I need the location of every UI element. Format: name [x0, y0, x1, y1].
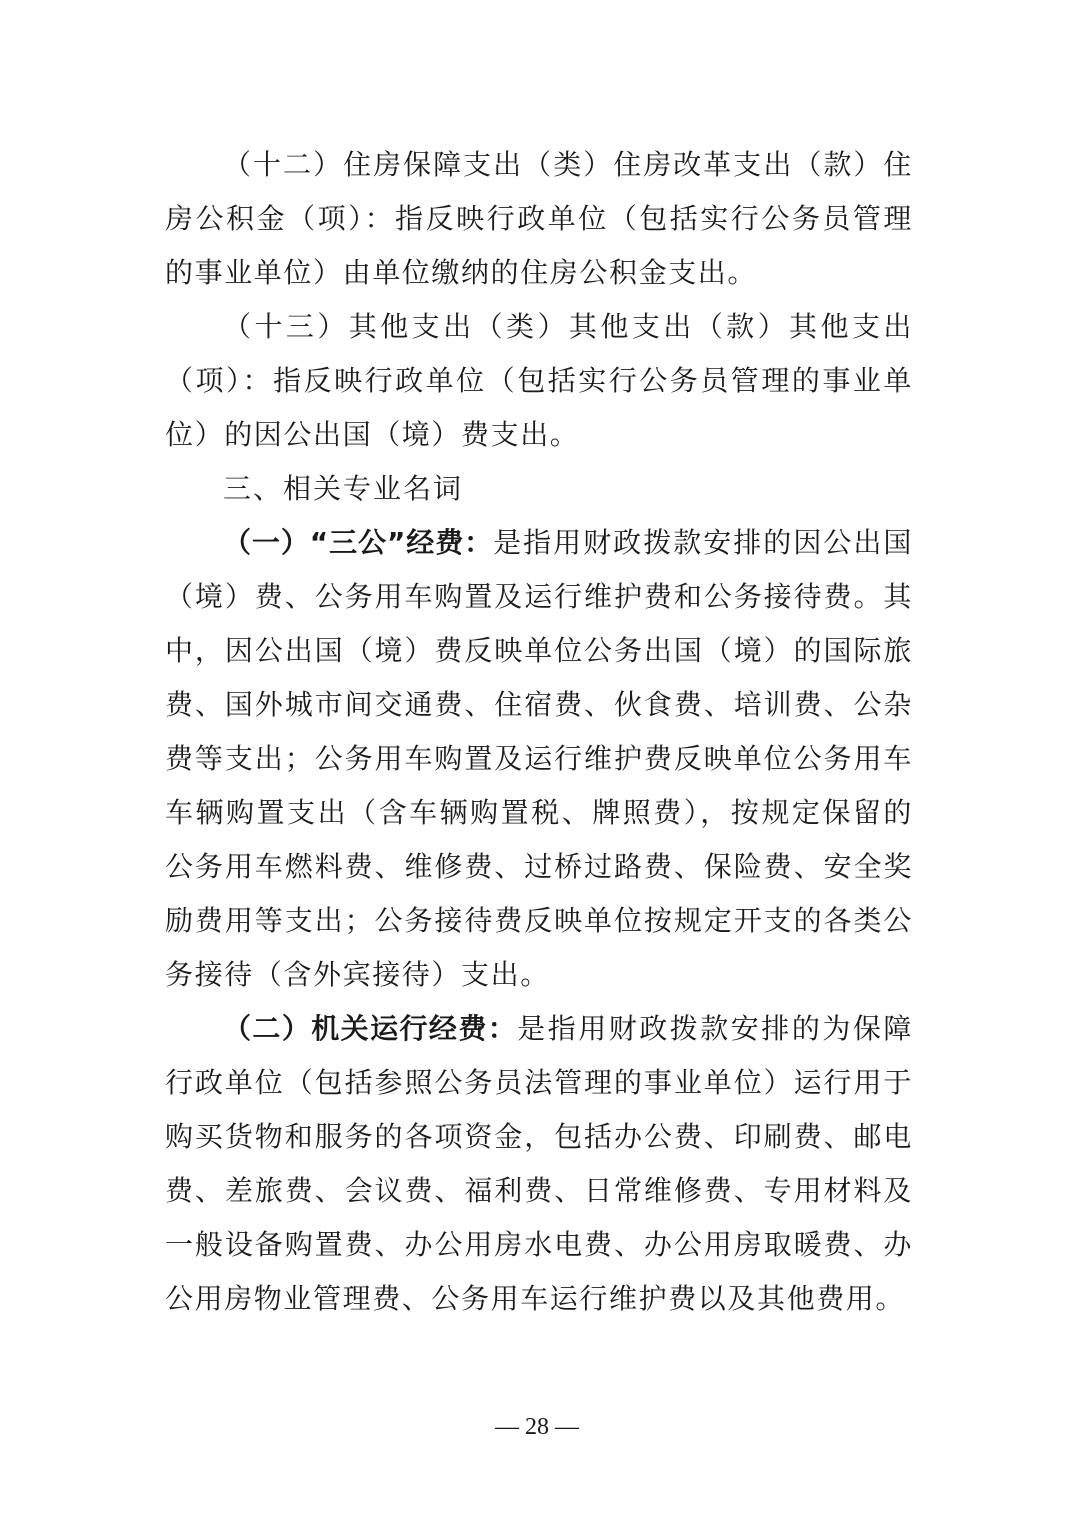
- section-heading-text: 三、相关专业名词: [223, 472, 464, 505]
- paragraph-three-public-expenses: [165, 516, 913, 1002]
- term-label: （一）“三公”经费：: [223, 526, 494, 559]
- page-number: — 28 —: [495, 1414, 579, 1440]
- document-body: [165, 138, 913, 1326]
- paragraph-text: （十二）住房保障支出（类）住房改革支出（款）住房公积金（项）：指反映行政单位（包括实行公务员管理的事业单位）由单位缴纳的住房公积金支出。: [165, 148, 913, 289]
- term-label: （二）机关运行经费：: [223, 1012, 518, 1045]
- paragraph-text: 是指用财政拨款安排的因公出国（境）费、公务用车购置及运行维护费和公务接待费。其中，因公出国（境）费反映单位公务出国（境）的国际旅费、国外城市间交通费、住宿费、伙食费、培训费、公杂费等支出；公务用车购置及运行维护费反映单位公务用车车辆购置支出（含车辆购置税、牌照费），按规定保留的公务用车燃料费、维修费、过桥过路费、保险费、安全奖励费用等支出；公务接待费反映单位按规定开支的各类公务接待（含外宾接待）支出。: [165, 526, 913, 991]
- paragraph-other-expenditure: [165, 300, 913, 462]
- paragraph-housing-fund: [165, 138, 913, 300]
- paragraph-text: （十三）其他支出（类）其他支出（款）其他支出（项）：指反映行政单位（包括实行公务员管理的事业单位）的因公出国（境）费支出。: [165, 310, 913, 451]
- paragraph-operating-expenses: [165, 1002, 913, 1326]
- section-heading: [165, 462, 913, 516]
- paragraph-text: 是指用财政拨款安排的为保障行政单位（包括参照公务员法管理的事业单位）运行用于购买货物和服务的各项资金，包括办公费、印刷费、邮电费、差旅费、会议费、福利费、日常维修费、专用材料及一般设备购置费、办公用房水电费、办公用房取暖费、办公用房物业管理费、公务用车运行维护费以及其他费用。: [165, 1012, 913, 1315]
